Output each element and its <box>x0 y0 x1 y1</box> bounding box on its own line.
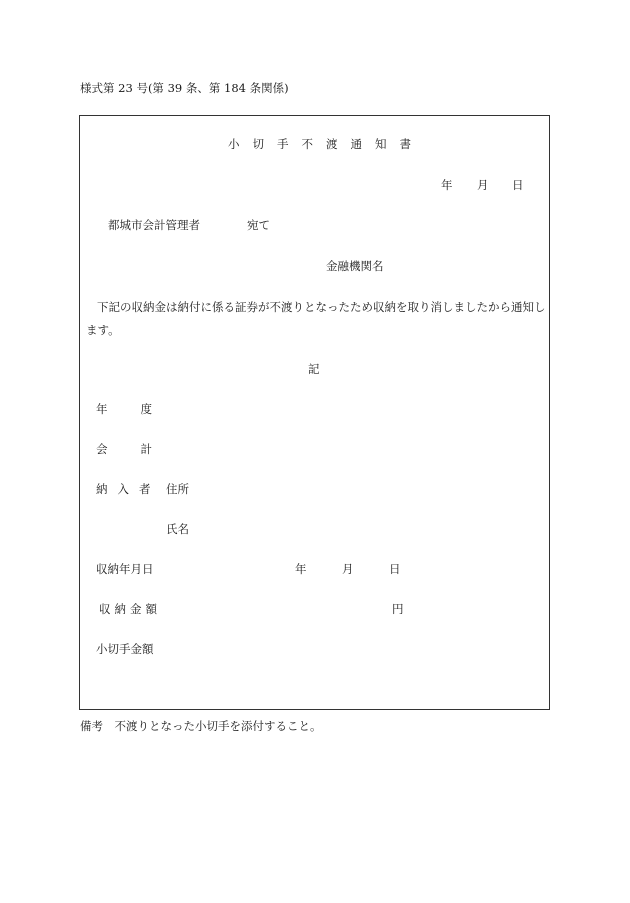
payer-label <box>96 481 151 497</box>
addressee-suffix: 宛て <box>247 218 270 232</box>
label-char: 収 <box>99 602 111 616</box>
receipt-date-day: 日 <box>389 562 401 576</box>
title-char: 知 <box>375 137 387 151</box>
check-amount-label: 小切手金額 <box>96 642 154 656</box>
amount-label <box>99 601 157 617</box>
address-label: 住所 <box>166 482 189 496</box>
date-day: 日 <box>512 178 524 192</box>
amount-unit: 円 <box>392 602 404 616</box>
label-char: 納 <box>96 482 108 496</box>
bank-label: 金融機関名 <box>326 259 384 273</box>
form-title <box>228 136 411 152</box>
form-number: 様式第 23 号(第 39 条、第 184 条関係) <box>80 81 289 95</box>
label-char: 年 <box>96 402 108 416</box>
label-char: 入 <box>117 482 129 496</box>
label-char: 額 <box>145 602 157 616</box>
title-char: 通 <box>350 137 362 151</box>
date-month: 月 <box>477 178 489 192</box>
title-char: 切 <box>252 137 264 151</box>
label-char: 金 <box>130 602 142 616</box>
title-char: 書 <box>399 137 411 151</box>
label-char: 度 <box>140 402 152 416</box>
notice-body-text: 下記の収納金は納付に係る証券が不渡りとなったため収納を取り消しましたから通知します。 <box>86 300 546 337</box>
title-char: 渡 <box>326 137 338 151</box>
title-char: 小 <box>228 137 240 151</box>
label-char: 計 <box>140 442 152 456</box>
label-char: 者 <box>139 482 151 496</box>
receipt-date-label: 収納年月日 <box>96 562 154 576</box>
title-char: 手 <box>277 137 289 151</box>
name-label: 氏名 <box>166 522 189 536</box>
fiscal-year-label <box>96 401 152 417</box>
receipt-date-year: 年 <box>295 562 307 576</box>
receipt-date-month: 月 <box>342 562 354 576</box>
title-char: 不 <box>301 137 313 151</box>
date-year: 年 <box>441 178 453 192</box>
ki-label: 記 <box>308 362 320 376</box>
label-char: 会 <box>96 442 108 456</box>
label-char: 納 <box>114 602 126 616</box>
addressee-name: 都城市会計管理者 <box>108 218 200 232</box>
remarks: 備考 不渡りとなった小切手を添付すること。 <box>80 719 322 733</box>
account-label <box>96 441 152 457</box>
